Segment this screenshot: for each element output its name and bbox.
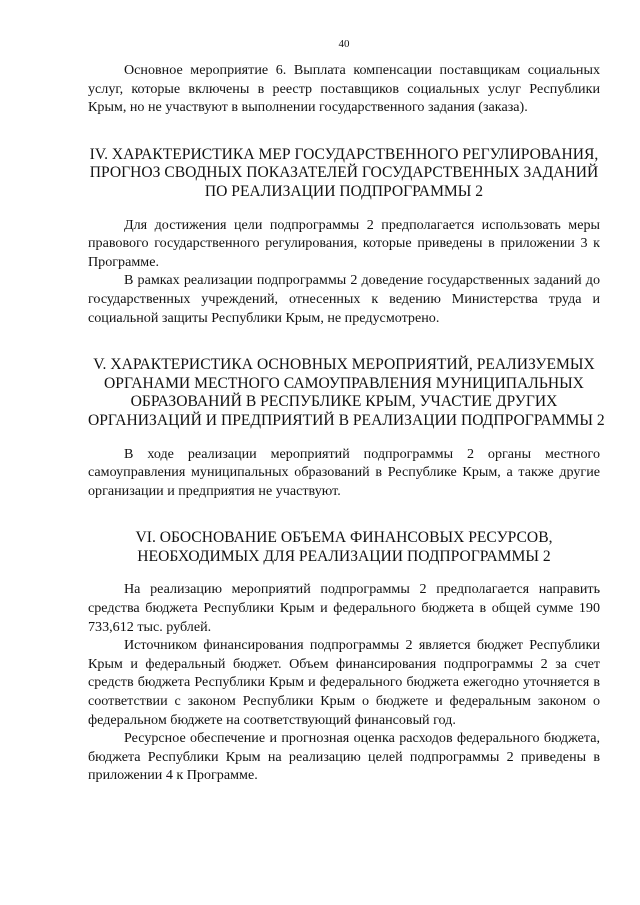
body-paragraph: Для достижения цели подпрограммы 2 предполагается использовать меры правового государственного регулирования, которые приведены в приложении 3 к Программе.	[88, 216, 600, 270]
body-paragraph: В ходе реализации мероприятий подпрограммы 2 органы местного самоуправления муниципальных образований в Республике Крым, а также другие организации и предприятия не участвуют.	[88, 445, 600, 499]
intro-paragraph: Основное мероприятие 6. Выплата компенсации поставщикам социальных услуг, которые включены в реестр поставщиков социальных услуг Республики Крым, но не участвуют в выполнении государственного задания (заказа).	[88, 62, 600, 116]
section-heading-vi	[88, 529, 600, 566]
body-paragraph: Ресурсное обеспечение и прогнозная оценка расходов федерального бюджета, бюджета Республики Крым на реализацию целей подпрограммы 2 приведены в приложении 4 к Программе.	[88, 730, 600, 784]
document-page	[88, 0, 605, 905]
heading-line: VI. ОБОСНОВАНИЕ ОБЪЕМА ФИНАНСОВЫХ РЕСУРСОВ,	[135, 529, 553, 547]
heading-line: НЕОБХОДИМЫХ ДЛЯ РЕАЛИЗАЦИИ ПОДПРОГРАММЫ 2	[137, 547, 551, 565]
heading-line: ПО РЕАЛИЗАЦИИ ПОДПРОГРАММЫ 2	[204, 182, 484, 200]
body-paragraph: На реализацию мероприятий подпрограммы 2 предполагается направить средства бюджета Республики Крым и федерального бюджета в общей сумме 190 733,612 тыс. рублей.	[88, 581, 600, 635]
heading-line: ПРОГНОЗ СВОДНЫХ ПОКАЗАТЕЛЕЙ ГОСУДАРСТВЕННЫХ ЗАДАНИЙ	[89, 164, 599, 182]
heading-line: ОРГАНИЗАЦИЙ И ПРЕДПРИЯТИЙ В РЕАЛИЗАЦИИ ПОДПРОГРАММЫ 2	[88, 411, 605, 429]
page-content	[88, 61, 605, 785]
heading-line: ОРГАНАМИ МЕСТНОГО САМОУПРАВЛЕНИЯ МУНИЦИПАЛЬНЫХ	[104, 374, 584, 392]
section-heading-iv	[88, 146, 600, 202]
page-number: 40	[338, 38, 350, 50]
heading-line: IV. ХАРАКТЕРИСТИКА МЕР ГОСУДАРСТВЕННОГО РЕГУЛИРОВАНИЯ,	[89, 145, 599, 163]
body-paragraph: В рамках реализации подпрограммы 2 доведение государственных заданий до государственных учреждений, отнесенных к ведению Министерства труда и социальной защиты Республики Крым, не предусмотрено.	[88, 272, 600, 326]
section-heading-v	[88, 356, 605, 430]
body-paragraph: Источником финансирования подпрограммы 2 является бюджет Республики Крым и федеральный бюджет. Объем финансирования подпрограммы 2 за счет средств бюджета Республики Крым и федерального бюджета ежегодно уточняется в соответствии с законом Республики Крым о бюджете и федеральным законом о федеральном бюджете на соответствующий финансовый год.	[88, 637, 600, 728]
heading-line: V. ХАРАКТЕРИСТИКА ОСНОВНЫХ МЕРОПРИЯТИЙ, РЕАЛИЗУЕМЫХ	[93, 356, 595, 374]
heading-line: ОБРАЗОВАНИЙ В РЕСПУБЛИКЕ КРЫМ, УЧАСТИЕ ДРУГИХ	[130, 393, 558, 411]
